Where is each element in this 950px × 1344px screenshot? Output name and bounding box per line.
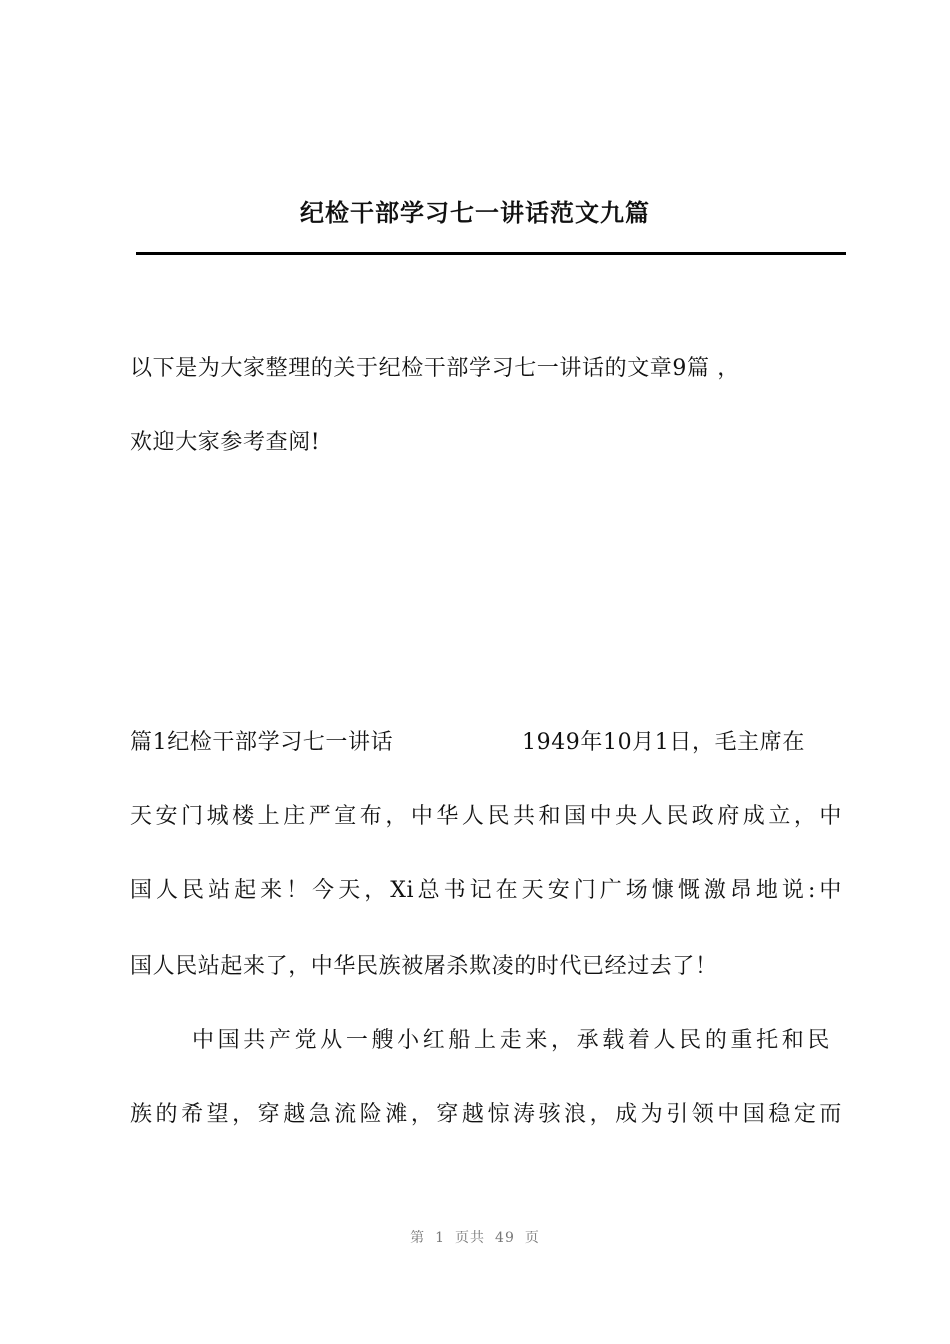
footer-suffix: 页 — [524, 1230, 540, 1246]
paragraph-2-line-1: 中国共产党从一艘小红船上走来，承载着人民的重托和民 — [192, 1028, 830, 1053]
paragraph-1-line-1: 天安门城楼上庄严宣布，中华人民共和国中央人民政府成立，中 — [130, 804, 842, 829]
section-heading: 篇1纪检干部学习七一讲话 — [130, 730, 394, 755]
page-title: 纪检干部学习七一讲话范文九篇 — [300, 198, 650, 227]
footer-total-pages: 49 — [495, 1230, 515, 1246]
intro-line-2: 欢迎大家参考查阅! — [130, 430, 321, 455]
paragraph-1-line-2: 国人民站起来！今天，Xi总书记在天安门广场慷慨激昂地说:中 — [130, 878, 842, 903]
footer-prefix: 第 — [410, 1230, 426, 1246]
footer-middle: 页共 — [455, 1230, 486, 1246]
page-footer — [0, 1228, 950, 1248]
intro-line-1: 以下是为大家整理的关于纪检干部学习七一讲话的文章9篇 ， — [130, 356, 740, 381]
paragraph-1-line-3: 国人民站起来了，中华民族被屠杀欺凌的时代已经过去了！ — [130, 954, 718, 979]
title-divider — [136, 252, 846, 255]
paragraph-2-line-2: 族的希望，穿越急流险滩，穿越惊涛骇浪，成为引领中国稳定而 — [130, 1102, 842, 1127]
footer-current-page: 1 — [435, 1230, 446, 1246]
section-lead-text: 1949年10月1日，毛主席在 — [522, 730, 805, 755]
section-heading-row — [130, 728, 842, 758]
